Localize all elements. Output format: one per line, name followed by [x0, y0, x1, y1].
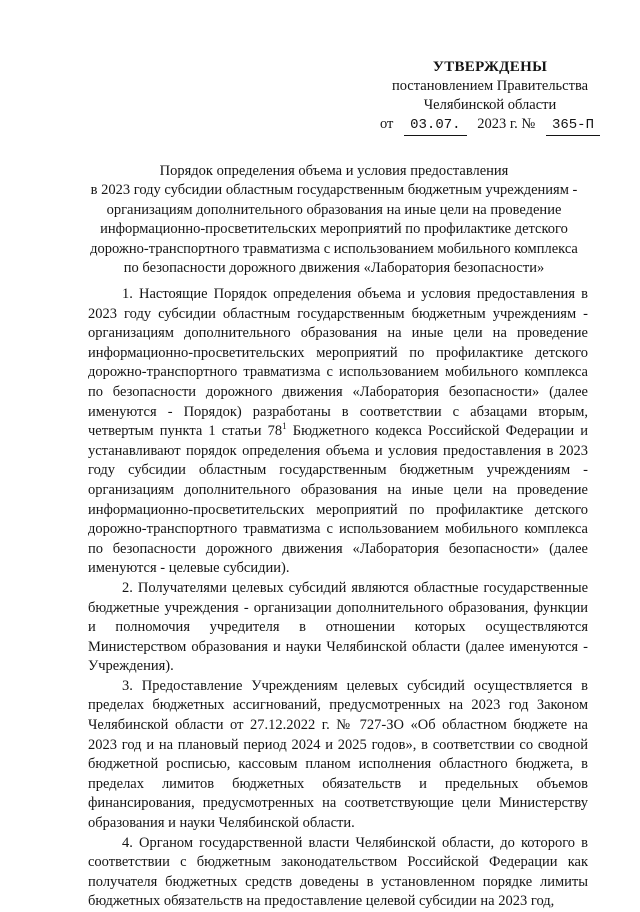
approval-date-line	[380, 115, 600, 136]
document-body	[88, 285, 588, 912]
approval-number: 365-П	[546, 116, 600, 136]
approval-year: 2023 г. №	[477, 116, 536, 132]
approval-block	[380, 58, 600, 136]
title-line-6: по безопасности дорожного движения «Лаборатория безопасности»	[123, 260, 545, 277]
title-line-2: в 2023 году субсидии областным государственным бюджетным учреждениям -	[90, 182, 578, 199]
paragraph-4: 4. Органом государственной власти Челябинской области, до которого в соответствии с бюджетным законодательством Российской Федерации как получателя бюджетных средств доведены в установленном порядке лимиты бюджетных обязательств на предоставление целевой субсидии на 2023 год,	[88, 834, 588, 910]
document-title	[84, 162, 584, 278]
paragraph-1-part-a: 1. Настоящие Порядок определения объема и условия предоставления в 2023 году субсидии областным государственным бюджетным учреждениям - организациям дополнительного образования на иные цели на проведение информационно-просветительских мероприятий по профилактике детского дорожно-транспортного травматизма с использованием мобильного комплекса по безопасности дорожного движения «Лаборатория безопасности» (далее именуются - Порядок) разработаны в соответствии с абзацами вторым, четвертым пункта 1 статьи 78	[88, 286, 588, 440]
footnote-superscript: 1	[282, 421, 287, 432]
title-line-3: организациям дополнительного образования на иные цели на проведение	[106, 201, 562, 218]
paragraph-1-part-b: Бюджетного кодекса Российской Федерации и устанавливают порядок определения объема и условия предоставления в 2023 году субсидии областным государственным бюджетным учреждениям - организациям дополнительного образования на иные цели на проведение информационно-просветительских мероприятий по профилактике детского дорожно-транспортного травматизма с использованием мобильного комплекса по безопасности дорожного движения «Лаборатория безопасности» (далее именуются - целевые субсидии).	[88, 423, 588, 577]
approval-date: 03.07.	[404, 116, 466, 136]
approval-line-1: постановлением Правительства	[391, 78, 589, 94]
title-line-1: Порядок определения объема и условия предоставления	[159, 163, 509, 179]
paragraph-2: 2. Получателями целевых субсидий являются областные государственные бюджетные учреждения - организации дополнительного образования, функции и полномочия учредителя в отношении которых осуществляются Министерством образования и науки Челябинской области (далее именуются - Учреждения).	[88, 579, 588, 675]
paragraph-3: 3. Предоставление Учреждениям целевых субсидий осуществляется в пределах бюджетных ассигнований, предусмотренных на 2023 год Законом Челябинской области от 27.12.2022 г. № 727-ЗО «Об областном бюджете на 2023 год и на плановый период 2024 и 2025 годов», в соответствии со сводной бюджетной росписью, кассовым планом исполнения областного бюджета, в пределах лимитов бюджетных обязательств и предельных объемов финансирования, предусмотренных на соответствующие цели Министерству образования и науки Челябинской области.	[88, 677, 588, 832]
paragraph-1	[88, 285, 588, 579]
approval-line-2: Челябинской области	[423, 97, 557, 113]
approval-heading: УТВЕРЖДЕНЫ	[432, 59, 548, 75]
title-line-4: информационно-просветительских мероприятий по профилактике детского	[100, 221, 568, 238]
date-prefix: от	[380, 116, 394, 132]
title-line-5: дорожно-транспортного травматизма с использованием мобильного комплекса	[90, 240, 578, 257]
